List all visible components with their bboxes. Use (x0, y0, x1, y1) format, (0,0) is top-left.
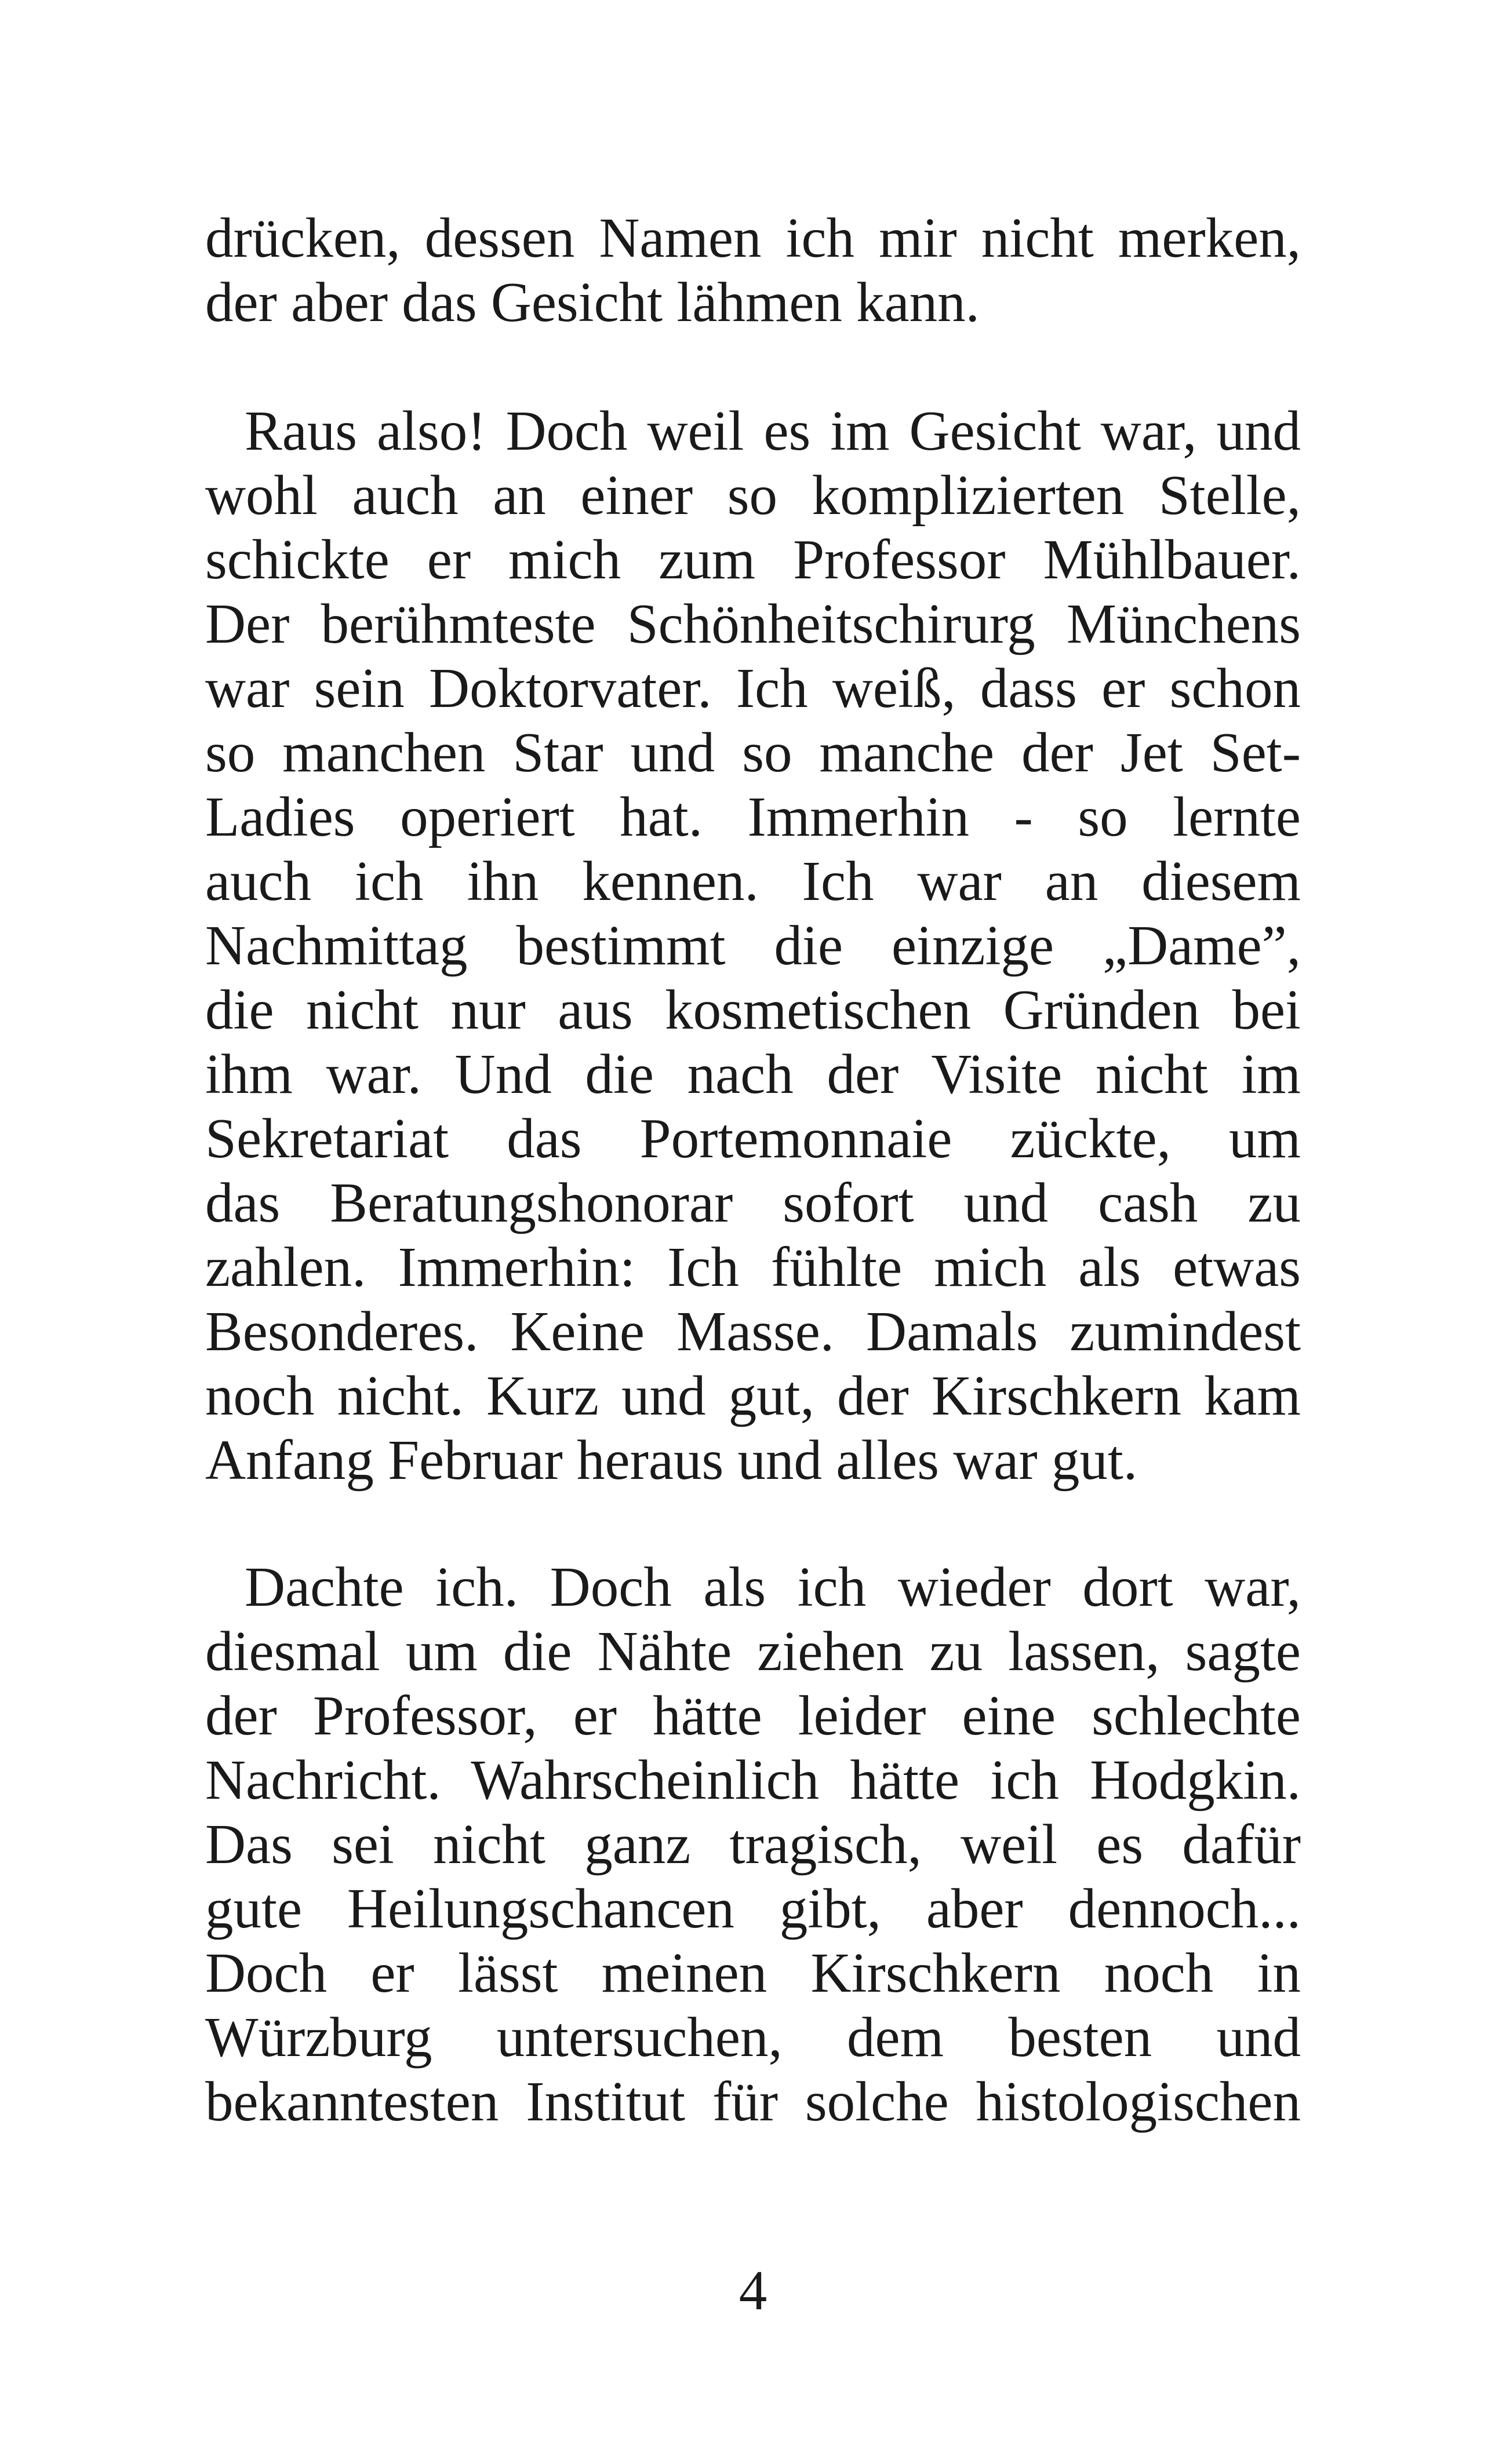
text-line: war sein Doktorvater. Ich weiß, dass er schon (205, 657, 1301, 719)
paragraph-3 (205, 1555, 1301, 2134)
text-line: bekanntesten Institut für solche histologischen (205, 2071, 1301, 2133)
paragraph-1 (205, 206, 1301, 334)
text-line: ihm war. Und die nach der Visite nicht im (205, 1043, 1301, 1105)
text-line: Ladies operiert hat. Immerhin - so lernte (205, 786, 1301, 848)
text-line: auch ich ihn kennen. Ich war an diesem (205, 850, 1301, 912)
text-line: Das sei nicht ganz tragisch, weil es dafür (205, 1813, 1301, 1875)
paragraph-2 (205, 399, 1301, 1492)
text-line: Nachmittag bestimmt die einzige „Dame”, (205, 914, 1301, 976)
text-line: Würzburg untersuchen, dem besten und (205, 2006, 1301, 2068)
text-line: schickte er mich zum Professor Mühlbauer. (205, 528, 1301, 591)
text-line: der aber das Gesicht lähmen kann. (205, 271, 980, 333)
text-line: Sekretariat das Portemonnaie zückte, um (205, 1107, 1301, 1169)
text-line: Besonderes. Keine Masse. Damals zumindest (205, 1300, 1301, 1362)
text-line: Anfang Februar heraus und alles war gut. (205, 1429, 1138, 1491)
text-line: Nachricht. Wahrscheinlich hätte ich Hodgkin. (205, 1749, 1301, 1811)
text-line: diesmal um die Nähte ziehen zu lassen, sagte (205, 1620, 1301, 1682)
text-line: der Professor, er hätte leider eine schlechte (205, 1685, 1301, 1747)
text-line: drücken, dessen Namen ich mir nicht merken, (205, 207, 1301, 269)
text-line: die nicht nur aus kosmetischen Gründen bei (205, 979, 1301, 1041)
text-line: Der berühmteste Schönheitschirurg Münchens (205, 593, 1301, 655)
text-line: Dachte ich. Doch als ich wieder dort war, (245, 1556, 1301, 1618)
text-line: wohl auch an einer so komplizierten Stelle, (205, 464, 1301, 526)
text-line: das Beratungshonorar sofort und cash zu (205, 1172, 1301, 1234)
text-line: gute Heilungschancen gibt, aber dennoch... (205, 1878, 1301, 1940)
text-line: zahlen. Immerhin: Ich fühlte mich als etwas (205, 1236, 1301, 1298)
text-line: noch nicht. Kurz und gut, der Kirschkern kam (205, 1365, 1301, 1427)
page-number: 4 (739, 2259, 767, 2321)
text-line: Doch er lässt meinen Kirschkern noch in (205, 1942, 1301, 2004)
text-line: Raus also! Doch weil es im Gesicht war, und (245, 400, 1301, 462)
text-line: so manchen Star und so manche der Jet Set- (205, 721, 1301, 783)
